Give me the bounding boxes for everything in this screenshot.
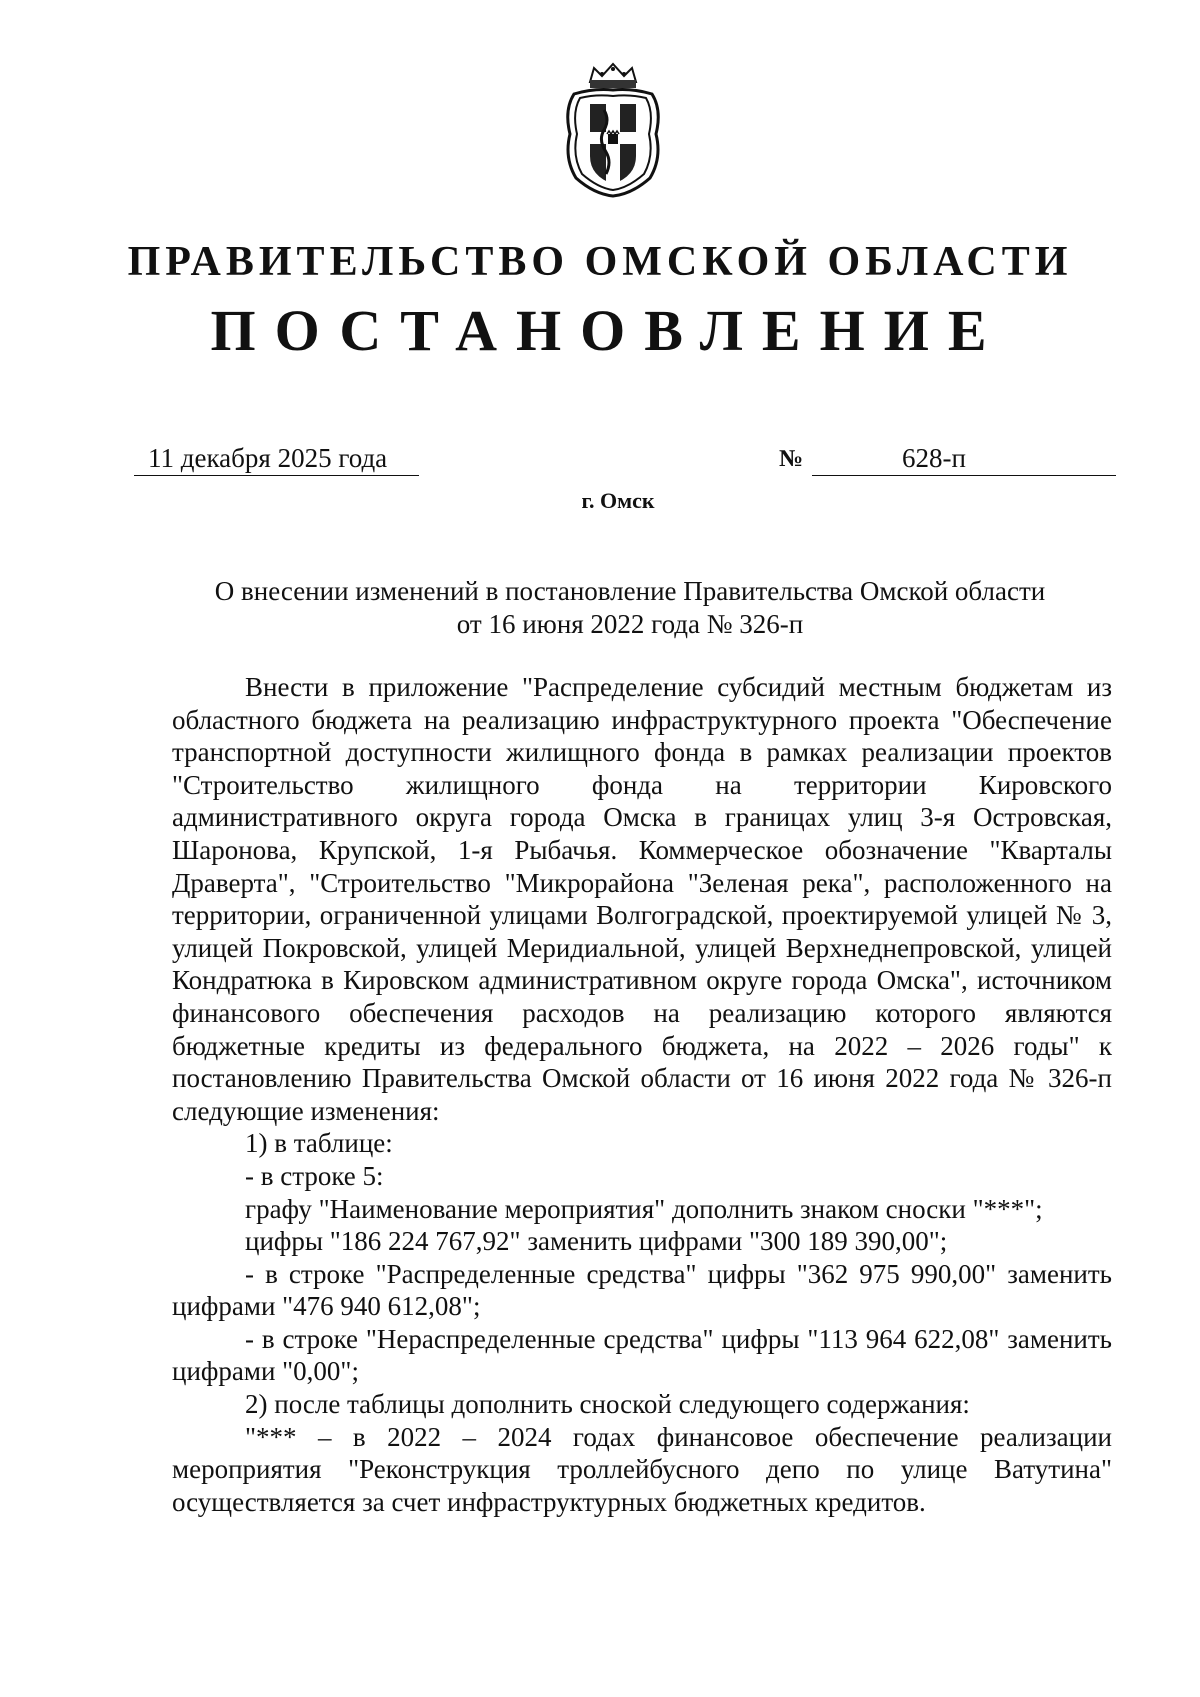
item-1b: - в строке "Распределенные средства" цифры "362 975 990,00" заменить цифрами "476 940 612,08";	[172, 1258, 1112, 1322]
document-number: 628-п	[812, 442, 1116, 476]
document-body	[172, 671, 1112, 1518]
document-subject	[150, 575, 1110, 641]
document-type-title: ПОСТАНОВЛЕНИЕ	[210, 298, 1006, 363]
coat-of-arms-icon	[560, 60, 666, 198]
footnote-text: "*** – в 2022 – 2024 годах финансовое обеспечение реализации мероприятия "Реконструкция троллейбусного депо по улице Ватутина" осуществляется за счет инфраструктурных бюджетных кредитов.	[172, 1421, 1112, 1517]
item-1a: - в строке 5:	[245, 1160, 384, 1191]
number-sign: №	[779, 446, 804, 472]
city-label: г. Омск	[581, 488, 655, 513]
intro-paragraph: Внести в приложение "Распределение субсидий местным бюджетам из областного бюджета на реализацию инфраструктурного проекта "Обеспечение транспортной доступности жилищного фонда в рамках реализации проектов "Строительство жилищного фонда на территории Кировского административного округа города Омска в границах улиц 3-я Островская, Шаронова, Крупской, 1-я Рыбачья. Коммерческое обозначение "Кварталы Драверта", "Строительство "Микрорайона "Зеленая река", расположенного на территории, ограниченной улицами Волгоградской, проектируемой улицей № 3, улицей Покровской, улицей Меридиальной, улицей Верхнеднепровской, улицей Кондратюка в Кировском административном округе города Омска", источником финансового обеспечения расходов на реализацию которого являются бюджетные кредиты из федерального бюджета, на 2022 – 2026 годы" к постановлению Правительства Омской области от 16 июня 2022 года № 326-п следующие изменения:	[172, 672, 1112, 1126]
subject-line-2: от 16 июня 2022 года № 326-п	[456, 609, 804, 639]
item-2: 2) после таблицы дополнить сноской следующего содержания:	[245, 1389, 970, 1420]
item-1: 1) в таблице:	[245, 1128, 393, 1159]
item-1a-1: графу "Наименование мероприятия" дополнить знаком сноски "***";	[245, 1193, 1043, 1224]
item-1a-2: цифры "186 224 767,92" заменить цифрами "300 189 390,00";	[245, 1226, 948, 1257]
document-date: 11 декабря 2025 года	[134, 442, 419, 476]
subject-line-1: О внесении изменений в постановление Правительства Омской области	[214, 576, 1046, 606]
item-1c: - в строке "Нераспределенные средства" цифры "113 964 622,08" заменить цифрами "0,00";	[172, 1323, 1112, 1387]
government-name: ПРАВИТЕЛЬСТВО ОМСКОЙ ОБЛАСТИ	[127, 239, 1073, 285]
